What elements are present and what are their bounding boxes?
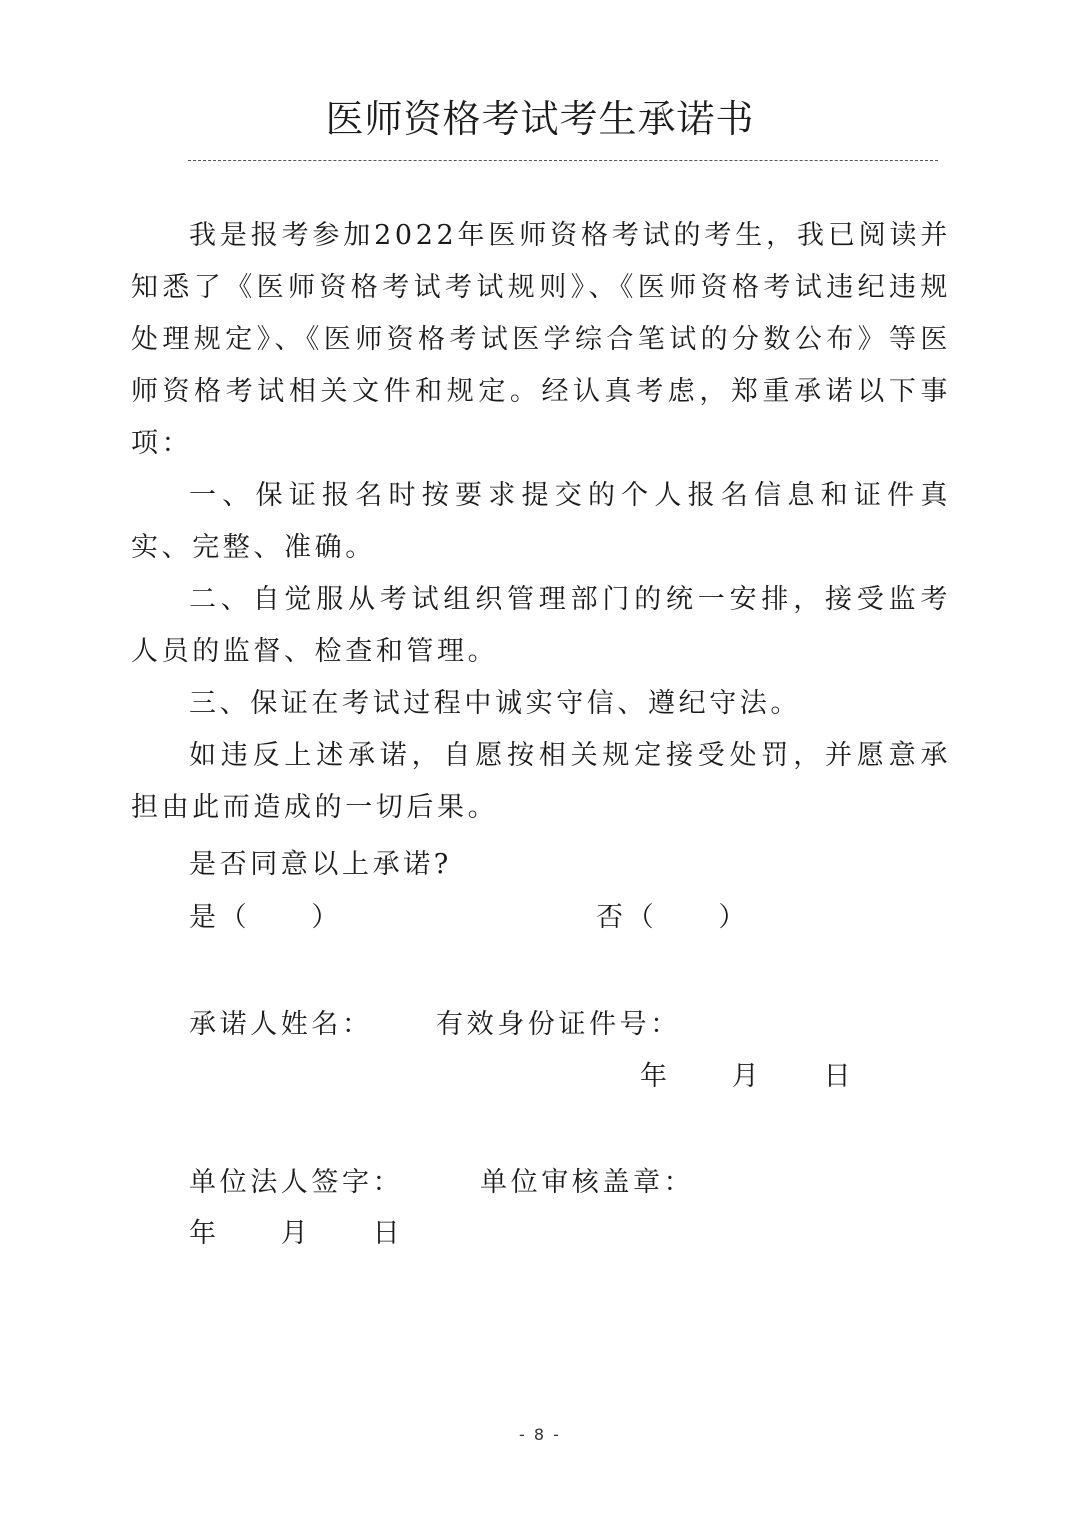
- page-number: - 8 -: [519, 1425, 561, 1444]
- title-divider: [188, 160, 938, 161]
- id-number-label: 有效身份证件号：: [436, 1009, 681, 1040]
- commitment-body: [131, 210, 951, 834]
- commitment-item-2: 二、自觉服从考试组织管理部门的统一安排，接受监考人员的监督、检查和管理。: [131, 584, 951, 667]
- consent-no-option[interactable]: 否（ ）: [596, 902, 749, 933]
- unit-date-label: 年 月 日: [189, 1218, 404, 1249]
- consent-yes-option[interactable]: 是（ ）: [189, 902, 342, 933]
- consent-question: 是否同意以上承诺?: [189, 849, 452, 880]
- document-title: 医师资格考试考生承诺书: [325, 97, 755, 141]
- promisor-date-label: 年 月 日: [640, 1061, 855, 1092]
- commitment-item-1: 一、保证报名时按要求提交的个人报名信息和证件真实、完整、准确。: [131, 480, 951, 563]
- intro-paragraph: 我是报考参加2022年医师资格考试的考生，我已阅读并知悉了《医师资格考试考试规则》、《医师资格考试违纪违规处理规定》、《医师资格考试医学综合笔试的分数公布》等医师资格考试相关文件和规定。经认真考虑，郑重承诺以下事项：: [131, 220, 951, 459]
- promisor-name-label: 承诺人姓名：: [189, 1009, 373, 1040]
- penalty-paragraph: 如违反上述承诺，自愿按相关规定接受处罚，并愿意承担由此而造成的一切后果。: [131, 740, 951, 823]
- legal-signature-label: 单位法人签字：: [189, 1167, 404, 1198]
- commitment-item-3: 三、保证在考试过程中诚实守信、遵纪守法。: [189, 688, 801, 719]
- unit-seal-label: 单位审核盖章：: [480, 1167, 695, 1198]
